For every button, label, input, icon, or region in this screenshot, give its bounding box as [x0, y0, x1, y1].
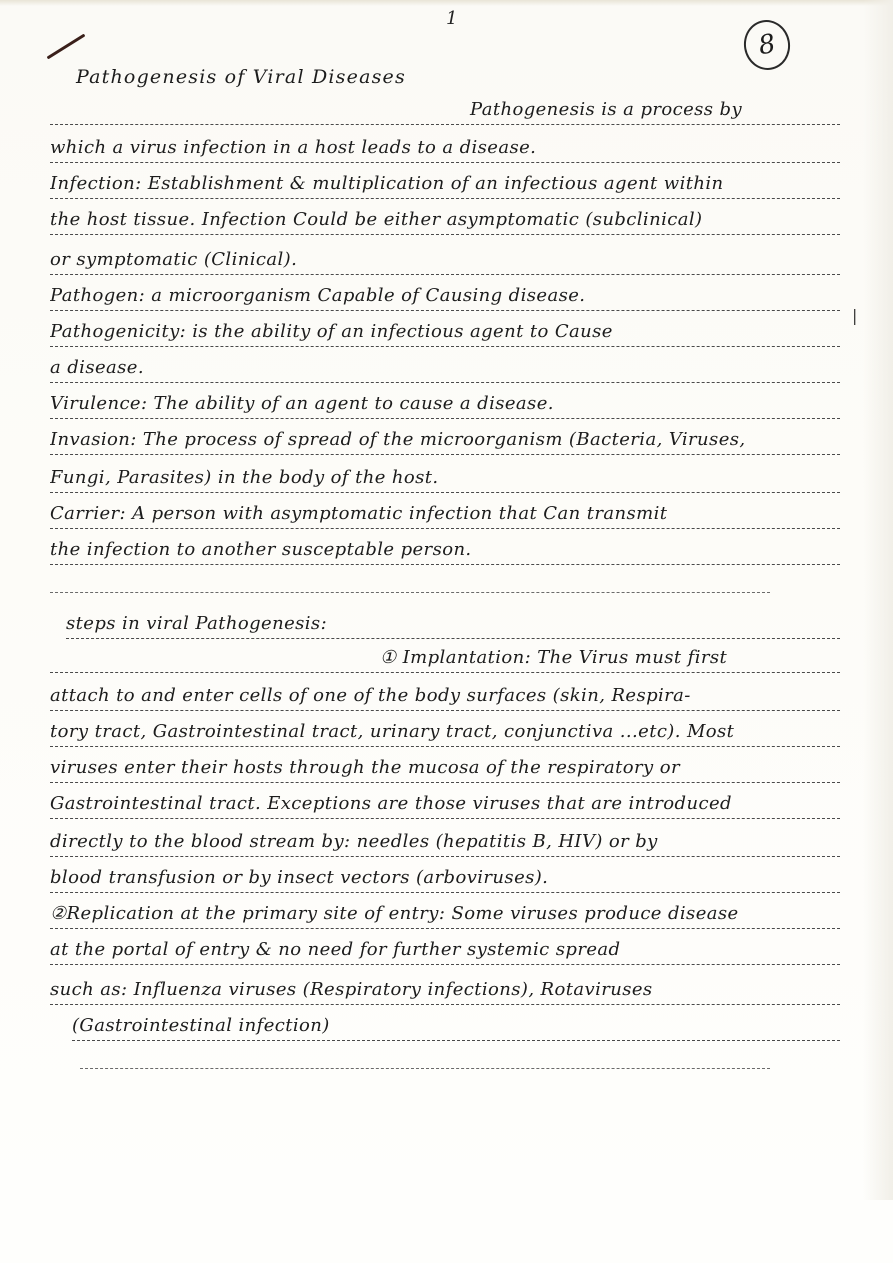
top-page-number: 1 [446, 8, 458, 29]
paper-shadow [0, 0, 893, 6]
text-line-9: Virulence: The ability of an agent to cause a disease. [50, 392, 840, 419]
steps-line-2: attach to and enter cells of one of the body surfaces (skin, Respira- [50, 684, 840, 711]
steps-line-1: ① Implantation: The Virus must first [50, 646, 840, 673]
circled-page-number: 8 [740, 16, 794, 73]
steps-line-5: Gastrointestinal tract. Exceptions are those viruses that are introduced [50, 792, 840, 819]
text-line-11: Fungi, Parasites) in the body of the host. [50, 466, 840, 493]
page-title: Pathogenesis of Viral Diseases [76, 66, 406, 88]
steps-line-8: ②Replication at the primary site of entry: Some viruses produce disease [50, 902, 840, 929]
steps-line-7: blood transfusion or by insect vectors (arboviruses). [50, 866, 840, 893]
steps-line-6: directly to the blood stream by: needles (hepatitis B, HIV) or by [50, 830, 840, 857]
steps-line-9: at the portal of entry & no need for further systemic spread [50, 938, 840, 965]
margin-pen-mark [47, 34, 86, 60]
text-line-4: the host tissue. Infection Could be either asymptomatic (subclinical) [50, 208, 840, 235]
text-line-12: Carrier: A person with asymptomatic infection that Can transmit [50, 502, 840, 529]
blank-rule-line-end [80, 1068, 770, 1069]
paper-edge-shadow [863, 0, 893, 1200]
steps-line-10: such as: Influenza viruses (Respiratory infections), Rotaviruses [50, 978, 840, 1005]
text-line-7: Pathogenicity: is the ability of an infectious agent to Cause [50, 320, 840, 347]
section-heading: steps in viral Pathogenesis: [66, 612, 840, 639]
steps-line-11: (Gastrointestinal infection) [72, 1014, 840, 1041]
page-edge-mark: | [852, 306, 858, 325]
text-line-2: which a virus infection in a host leads to a disease. [50, 136, 840, 163]
text-line-1: Pathogenesis is a process by [50, 98, 840, 125]
steps-line-3: tory tract, Gastrointestinal tract, urinary tract, conjunctiva ...etc). Most [50, 720, 840, 747]
text-line-5: or symptomatic (Clinical). [50, 248, 840, 275]
text-line-13: the infection to another susceptable person. [50, 538, 840, 565]
text-line-3: Infection: Establishment & multiplication of an infectious agent within [50, 172, 840, 199]
steps-line-4: viruses enter their hosts through the mucosa of the respiratory or [50, 756, 840, 783]
blank-rule-line [50, 592, 770, 593]
text-line-6: Pathogen: a microorganism Capable of Causing disease. [50, 284, 840, 311]
text-line-10: Invasion: The process of spread of the microorganism (Bacteria, Viruses, [50, 428, 840, 455]
text-line-8: a disease. [50, 356, 840, 383]
